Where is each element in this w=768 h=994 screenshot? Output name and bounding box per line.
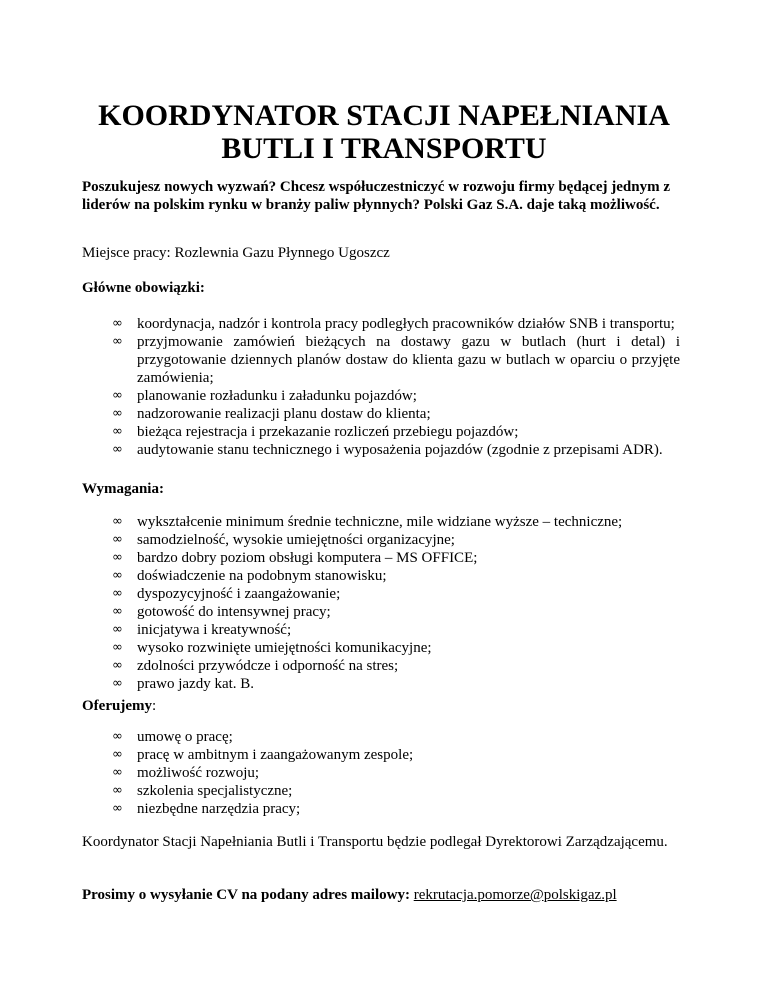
infinity-bullet-icon: ∞ [112,388,123,403]
requirements-heading: Wymagania: [82,481,164,497]
list-item: ∞ doświadczenie na podobnym stanowisku; [112,568,387,584]
infinity-bullet-icon: ∞ [112,442,123,457]
infinity-bullet-icon: ∞ [112,568,123,583]
cv-call-to-action [82,886,617,904]
list-item: ∞ pracę w ambitnym i zaangażowanym zespole; [112,747,414,763]
list-item: ∞ gotowość do intensywnej pracy; [112,604,331,620]
reporting-paragraph: Koordynator Stacji Napełniania Butli i Transportu będzie podlegał Dyrektorowi Zarządzającemu. [82,834,668,850]
list-item: ∞ wysoko rozwinięte umiejętności komunikacyjne; [112,640,432,656]
infinity-bullet-icon: ∞ [112,406,123,421]
list-item: ∞ samodzielność, wysokie umiejętności organizacyjne; [112,532,455,548]
infinity-bullet-icon: ∞ [112,334,123,349]
infinity-bullet-icon: ∞ [112,586,123,601]
title-line-2: BUTLI I TRANSPORTU [221,132,547,165]
infinity-bullet-icon: ∞ [112,424,123,439]
list-item: ∞ umowę o pracę; [112,729,233,745]
duties-heading: Główne obowiązki: [82,280,205,296]
infinity-bullet-icon: ∞ [112,658,123,673]
duties-list [82,315,680,459]
infinity-bullet-icon: ∞ [112,801,123,816]
list-item: ∞ inicjatywa i kreatywność; [112,622,292,638]
list-item: ∞ niezbędne narzędzia pracy; [112,801,301,817]
infinity-bullet-icon: ∞ [112,316,123,331]
list-item: ∞ prawo jazdy kat. B. [112,676,255,692]
list-item: ∞ dyspozycyjność i zaangażowanie; [112,586,341,602]
offer-list [82,728,680,818]
list-item: ∞ przyjmowanie zamówień bieżących na dostawy gazu w butlach (hurt i detal) i przygotowanie dziennych planów dostaw do klienta gazu w butlach w oparciu o przyjęte zamówienia; [112,334,680,386]
title-line-1: KOORDYNATOR STACJI NAPEŁNIANIA [98,99,670,132]
cta-label: Prosimy o wysyłanie CV na podany adres mailowy: [82,887,410,903]
list-item: ∞ audytowanie stanu technicznego i wyposażenia pojazdów (zgodnie z przepisami ADR). [112,442,663,458]
list-item: ∞ szkolenia specjalistyczne; [112,783,293,799]
workplace-line: Miejsce pracy: Rozlewnia Gazu Płynnego Ugoszcz [82,245,390,261]
infinity-bullet-icon: ∞ [112,729,123,744]
list-item: ∞ bardzo dobry poziom obsługi komputera – MS OFFICE; [112,550,478,566]
infinity-bullet-icon: ∞ [112,532,123,547]
infinity-bullet-icon: ∞ [112,514,123,529]
offer-heading: Oferujemy: [82,698,157,714]
infinity-bullet-icon: ∞ [112,676,123,691]
list-item: ∞ koordynacja, nadzór i kontrola pracy podległych pracowników działów SNB i transportu; [112,316,675,332]
email-link[interactable]: rekrutacja.pomorze@polskigaz.pl [413,887,617,903]
infinity-bullet-icon: ∞ [112,783,123,798]
intro-paragraph: Poszukujesz nowych wyzwań? Chcesz współuczestniczyć w rozwoju firmy będącej jednym z liderów na polskim rynku w branży paliw płynnych? Polski Gaz S.A. daje taką możliwość. [82,179,670,213]
list-item: ∞ nadzorowanie realizacji planu dostaw do klienta; [112,406,431,422]
infinity-bullet-icon: ∞ [112,640,123,655]
list-item: ∞ wykształcenie minimum średnie techniczne, mile widziane wyższe – techniczne; [112,514,623,530]
infinity-bullet-icon: ∞ [112,550,123,565]
list-item: ∞ bieżąca rejestracja i przekazanie rozliczeń przebiegu pojazdów; [112,424,519,440]
infinity-bullet-icon: ∞ [112,747,123,762]
infinity-bullet-icon: ∞ [112,604,123,619]
requirements-list [82,513,680,693]
page-title [80,99,688,165]
list-item: ∞ zdolności przywódcze i odporność na stres; [112,658,399,674]
infinity-bullet-icon: ∞ [112,765,123,780]
infinity-bullet-icon: ∞ [112,622,123,637]
list-item: ∞ planowanie rozładunku i załadunku pojazdów; [112,388,417,404]
list-item: ∞ możliwość rozwoju; [112,765,260,781]
